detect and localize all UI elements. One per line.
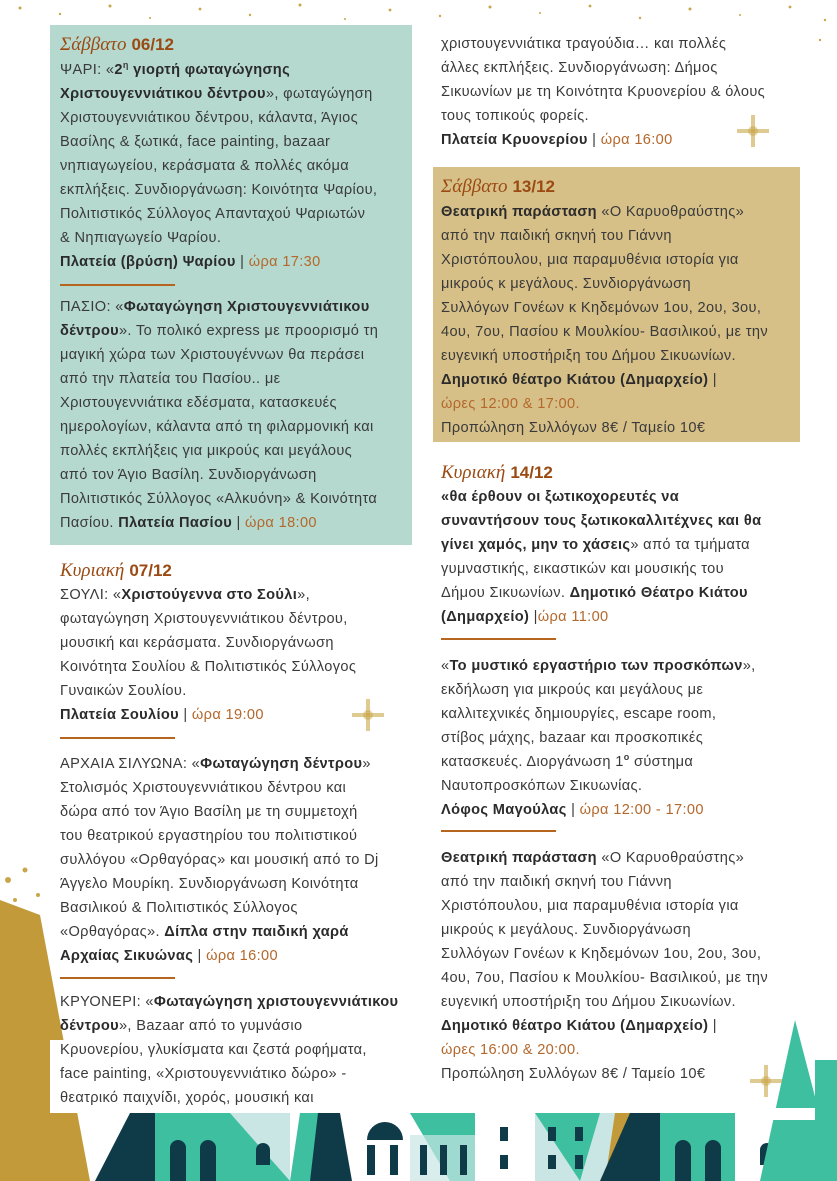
text-line bbox=[441, 557, 761, 581]
text-line bbox=[441, 1014, 768, 1038]
text-line bbox=[60, 511, 378, 535]
text: Στολισμός Χριστουγεννιάτικου δέντρου και bbox=[60, 780, 347, 796]
text: από την παιδική σκηνή του Γιάννη bbox=[441, 228, 672, 244]
text-line bbox=[441, 56, 765, 80]
text: | bbox=[529, 609, 538, 625]
text-line bbox=[60, 391, 378, 415]
text-line bbox=[441, 224, 768, 248]
event-theatre-14 bbox=[441, 846, 768, 1086]
text: ΣΟΥΛΙ: « bbox=[60, 587, 122, 603]
text: μικρούς κ μεγάλους. Συνδιοργάνωση bbox=[441, 922, 691, 938]
text-line bbox=[60, 1038, 398, 1062]
text-line bbox=[441, 32, 765, 56]
superscript: ο bbox=[623, 752, 630, 763]
text: φωταγώγηση Χριστουγεννιάτικου δέντρου, bbox=[60, 611, 348, 627]
text: », Bazaar από το γυμνάσιο bbox=[118, 1018, 303, 1034]
text-line bbox=[441, 296, 768, 320]
event-archaia-sikyona bbox=[60, 752, 379, 968]
text-line bbox=[441, 678, 756, 702]
event-kryoneri bbox=[60, 990, 398, 1110]
text-line bbox=[441, 894, 768, 918]
text-line bbox=[441, 774, 756, 798]
text: μουσική και κεράσματα. Συνδιοργάνωση bbox=[60, 635, 334, 651]
bold-text: Θεατρική παράσταση bbox=[441, 850, 597, 866]
divider bbox=[60, 737, 175, 739]
text: ΑΡΧΑΙΑ ΣΙΛΥΩΝΑ: « bbox=[60, 756, 201, 772]
text: ΨΑΡΙ: « bbox=[60, 62, 115, 78]
text-line bbox=[60, 607, 356, 631]
text-line bbox=[60, 703, 356, 727]
bold-text: γίνει χαμός, μην το χάσεις bbox=[441, 537, 631, 553]
text-line bbox=[60, 367, 378, 391]
day-heading-sat-13 bbox=[441, 175, 555, 200]
text-line bbox=[60, 130, 377, 154]
bold-text: Δημοτικό θέατρο Κιάτου (Δημαρχείο) bbox=[441, 372, 709, 388]
text: Συλλόγων Γονέων κ Κηδεμόνων 1ου, 2ου, 3ου, bbox=[441, 946, 762, 962]
bold-text: Φωταγώγηση δέντρου bbox=[200, 756, 363, 772]
text: Χριστόπουλου, μια παραμυθένια ιστορία για bbox=[441, 252, 739, 268]
superscript: η bbox=[122, 60, 129, 71]
text: | bbox=[232, 515, 246, 531]
text-line bbox=[60, 82, 377, 106]
event-pasio bbox=[60, 295, 378, 535]
text-line bbox=[441, 605, 761, 629]
text: | bbox=[178, 707, 192, 723]
bold-text: Πλατεία Σουλίου bbox=[60, 707, 179, 723]
divider bbox=[441, 638, 556, 640]
time-text: ώρα 18:00 bbox=[245, 515, 317, 531]
day-date: 06/12 bbox=[131, 35, 175, 54]
time-text: ώρες 16:00 & 20:00. bbox=[441, 1042, 580, 1058]
bold-text: Λόφος Μαγούλας bbox=[441, 802, 567, 818]
divider bbox=[60, 284, 175, 286]
text-line bbox=[60, 226, 377, 250]
text: γυμναστικής, εικαστικών και μουσικής του bbox=[441, 561, 724, 577]
event-scouts-14 bbox=[441, 654, 756, 822]
text-line bbox=[441, 392, 768, 416]
text: » από τα τμήματα bbox=[630, 537, 750, 553]
text: «Ορθαγόρας». bbox=[60, 924, 165, 940]
bold-text: δέντρου bbox=[60, 1018, 119, 1034]
bold-text: Δίπλα στην παιδική χαρά bbox=[164, 924, 349, 940]
text: face painting, «Χριστουγεννιάτικο δώρο» - bbox=[60, 1066, 347, 1082]
text-line bbox=[60, 655, 356, 679]
day-date: 14/12 bbox=[510, 463, 553, 482]
text-line bbox=[441, 416, 768, 440]
bold-text: Δημοτικό θέατρο Κιάτου (Δημαρχείο) bbox=[441, 1018, 709, 1034]
text: καλλιτεχνικές δημιουργίες, escape room, bbox=[441, 706, 717, 722]
text-line bbox=[441, 128, 765, 152]
text: ευγενική υποστήριξη του Δήμου Σικυωνίων. bbox=[441, 994, 736, 1010]
text: 4ου, 7ου, Πασίου κ Μουλκίου- Βασιλικού, με την bbox=[441, 970, 769, 986]
text-line bbox=[441, 990, 768, 1014]
text: & Νηπιαγωγείο Ψαρίου. bbox=[60, 230, 222, 246]
text-line bbox=[60, 631, 356, 655]
text: « bbox=[441, 658, 450, 674]
text: | bbox=[708, 1018, 717, 1034]
day-heading-sun-07 bbox=[60, 559, 172, 584]
bold-text: Πλατεία (βρύση) Ψαρίου bbox=[60, 254, 236, 270]
text: τους τοπικούς φορείς. bbox=[441, 108, 589, 124]
text: μικρούς κ μεγάλους. Συνδιοργάνωση bbox=[441, 276, 691, 292]
text: Συλλόγων Γονέων κ Κηδεμόνων 1ου, 2ου, 3ου, bbox=[441, 300, 762, 316]
event-theatre-13 bbox=[441, 200, 768, 440]
bold-text: δέντρου bbox=[60, 323, 119, 339]
text-line bbox=[60, 202, 377, 226]
time-text: ώρα 16:00 bbox=[600, 132, 673, 148]
text-line bbox=[60, 944, 379, 968]
time-text: ώρα 12:00 - 17:00 bbox=[579, 802, 704, 818]
text: » bbox=[362, 756, 371, 772]
bold-text: Θεατρική παράσταση bbox=[441, 204, 597, 220]
text-line bbox=[60, 679, 356, 703]
text-line bbox=[60, 319, 378, 343]
text: εκπλήξεις. Συνδιοργάνωση: Κοινότητα Ψαρίου, bbox=[60, 182, 378, 198]
text-line bbox=[60, 487, 378, 511]
text: | bbox=[566, 802, 580, 818]
text: Σικυωνίων με τη Κοινότητα Κρυονερίου & όλους bbox=[441, 84, 766, 100]
text: », bbox=[742, 658, 756, 674]
text: από τον Άγιο Βασίλη. Συνδιοργάνωση bbox=[60, 467, 317, 483]
text: στίβος μάχης, bazaar και προσκοπικές bbox=[441, 730, 704, 746]
bold-text: συναντήσουν τους ξωτικοκαλλιτέχνες και θα bbox=[441, 513, 762, 529]
text-line bbox=[60, 1086, 398, 1110]
text-line bbox=[60, 415, 378, 439]
text-line bbox=[60, 343, 378, 367]
text: », φωταγώγηση bbox=[265, 86, 373, 102]
bold-text: (Δημαρχείο) bbox=[441, 609, 530, 625]
bold-text: Πλατεία Πασίου bbox=[118, 515, 233, 531]
text-line bbox=[441, 798, 756, 822]
text-line bbox=[441, 1038, 768, 1062]
text: πολλές εκπλήξεις για μικρούς και μεγάλους bbox=[60, 443, 353, 459]
text: χριστουγεννιάτικα τραγούδια… και πολλές bbox=[441, 36, 727, 52]
bold-text: Δημοτικό Θέατρο Κιάτου bbox=[569, 585, 748, 601]
text: μαγική χώρα των Χριστουγέννων θα περάσει bbox=[60, 347, 365, 363]
time-text: ώρα 16:00 bbox=[206, 948, 278, 964]
text: ευγενική υποστήριξη του Δήμου Σικυωνίων. bbox=[441, 348, 736, 364]
text: δώρα από τον Άγιο Βασίλη με τη συμμετοχή bbox=[60, 804, 358, 820]
bold-text: γιορτή φωταγώγησης bbox=[128, 62, 291, 78]
text: Χριστουγεννιάτικου δέντρου, κάλαντα, Άγιος bbox=[60, 110, 359, 126]
text-line bbox=[60, 583, 356, 607]
text: Κοινότητα Σουλίου & Πολιτιστικός Σύλλογος bbox=[60, 659, 357, 675]
text: », bbox=[297, 587, 310, 603]
time-text: ώρα 19:00 bbox=[191, 707, 264, 723]
text-line bbox=[441, 702, 756, 726]
divider bbox=[60, 977, 175, 979]
text: θεατρικό παιχνίδι, χορός, μουσική και bbox=[60, 1090, 314, 1106]
text: Κρυονερίου, γλυκίσματα και ζεστά ροφήματα, bbox=[60, 1042, 367, 1058]
text-line bbox=[60, 1014, 398, 1038]
text: Πολιτιστικός Σύλλογος «Αλκυόνη» & Κοινότητα bbox=[60, 491, 378, 507]
text-line bbox=[441, 248, 768, 272]
bold-text: Φωταγώγηση χριστουγεννιάτικου bbox=[153, 994, 399, 1010]
text-line bbox=[441, 654, 756, 678]
text-line bbox=[441, 1062, 768, 1086]
event-elves-14 bbox=[441, 485, 761, 629]
text: «Ο Καρυοθραύστης» bbox=[596, 204, 745, 220]
divider bbox=[441, 830, 556, 832]
event-kryoneri-continued bbox=[441, 32, 765, 152]
text-line bbox=[60, 920, 379, 944]
text: νηπιαγωγείου, κεράσματα & πολλές ακόμα bbox=[60, 158, 350, 174]
day-heading-sun-14 bbox=[441, 461, 553, 486]
bold-text: Χριστουγεννιάτικου δέντρου bbox=[60, 86, 266, 102]
text-line bbox=[441, 870, 768, 894]
event-souli bbox=[60, 583, 356, 727]
text-line bbox=[441, 104, 765, 128]
day-date: 13/12 bbox=[512, 177, 556, 196]
day-heading-sat-06 bbox=[60, 33, 174, 58]
text-line bbox=[60, 776, 379, 800]
text: Βασίλης & ξωτικά, face painting, bazaar bbox=[60, 134, 331, 150]
time-text: ώρα 17:30 bbox=[248, 254, 321, 270]
text-line bbox=[441, 272, 768, 296]
text: ΚΡΥΟΝΕΡΙ: « bbox=[60, 994, 154, 1010]
text-line bbox=[441, 320, 768, 344]
text: εκδήλωση για μικρούς και μεγάλους με bbox=[441, 682, 704, 698]
day-date: 07/12 bbox=[129, 561, 172, 580]
text: «Ο Καρυοθραύστης» bbox=[596, 850, 745, 866]
bold-text: Αρχαίας Σικυώνας bbox=[60, 948, 194, 964]
text-line bbox=[441, 80, 765, 104]
day-name: Σάββατο bbox=[60, 34, 127, 55]
text-line bbox=[441, 344, 768, 368]
text-line bbox=[60, 824, 379, 848]
text-line bbox=[441, 485, 761, 509]
bold-text: Το μυστικό εργαστήριο των προσκόπων bbox=[449, 658, 743, 674]
bold-text: Πλατεία Κρυονερίου bbox=[441, 132, 588, 148]
bold-text: «θα έρθουν οι ξωτικοχορευτές να bbox=[441, 489, 680, 505]
text: ΠΑΣΙΟ: « bbox=[60, 299, 124, 315]
text-line bbox=[60, 848, 379, 872]
text: από την πλατεία του Πασίου.. με bbox=[60, 371, 281, 387]
bold-text: Φωταγώγηση Χριστουγεννιάτικου bbox=[123, 299, 370, 315]
text: | bbox=[708, 372, 717, 388]
text: Ναυτοπροσκόπων Σικυωνίας. bbox=[441, 778, 643, 794]
text: Πασίου. bbox=[60, 515, 119, 531]
text: Προπώληση Συλλόγων 8€ / Ταμείο 10€ bbox=[441, 420, 706, 436]
text-line bbox=[60, 106, 377, 130]
text: Βασιλικού & Πολιτιστικός Σύλλογος bbox=[60, 900, 298, 916]
text: συλλόγου «Ορθαγόρας» και μουσική από το Dj bbox=[60, 852, 379, 868]
text: | bbox=[235, 254, 249, 270]
time-text: ώρες 12:00 & 17:00. bbox=[441, 396, 580, 412]
text-line bbox=[441, 200, 768, 224]
text-line bbox=[441, 750, 756, 774]
day-name: Σάββατο bbox=[441, 176, 508, 197]
text-line bbox=[60, 800, 379, 824]
text: Προπώληση Συλλόγων 8€ / Ταμείο 10€ bbox=[441, 1066, 706, 1082]
text-line bbox=[60, 990, 398, 1014]
text: Γυναικών Σουλίου. bbox=[60, 683, 187, 699]
text-line bbox=[60, 58, 377, 82]
text: Δήμου Σικυωνίων. bbox=[441, 585, 570, 601]
text-line bbox=[441, 966, 768, 990]
text: Χριστόπουλου, μια παραμυθένια ιστορία για bbox=[441, 898, 739, 914]
text-line bbox=[441, 726, 756, 750]
text-line bbox=[60, 463, 378, 487]
text-line bbox=[441, 509, 761, 533]
text-line bbox=[60, 752, 379, 776]
event-psari bbox=[60, 58, 377, 274]
text: Άγγελο Μουρίκη. Συνδιοργάνωση Κοινότητα bbox=[60, 876, 359, 892]
day-name: Κυριακή bbox=[60, 560, 125, 581]
text-line bbox=[60, 250, 377, 274]
text-line bbox=[60, 896, 379, 920]
text-line bbox=[441, 942, 768, 966]
text: ημερολογίων, κάλαντα από τη φιλαρμονική και bbox=[60, 419, 374, 435]
text-line bbox=[60, 154, 377, 178]
day-name: Κυριακή bbox=[441, 462, 506, 483]
text: κατασκευές. Διοργάνωση 1 bbox=[441, 754, 624, 770]
text-line bbox=[60, 178, 377, 202]
text: ». Το πολικό express με προορισμό τη bbox=[118, 323, 379, 339]
text: | bbox=[193, 948, 207, 964]
text: Χριστουγεννιάτικα εδέσματα, κατασκευές bbox=[60, 395, 337, 411]
text-line bbox=[441, 581, 761, 605]
text: από την παιδική σκηνή του Γιάννη bbox=[441, 874, 672, 890]
text-line bbox=[60, 295, 378, 319]
text: Πολιτιστικός Σύλλογος Απανταχού Ψαριωτών bbox=[60, 206, 366, 222]
text: | bbox=[587, 132, 601, 148]
text-line bbox=[60, 1062, 398, 1086]
text-line bbox=[441, 368, 768, 392]
bold-text: Χριστούγεννα στο Σούλι bbox=[121, 587, 298, 603]
time-text: ώρα 11:00 bbox=[537, 609, 609, 625]
text-line bbox=[441, 846, 768, 870]
text-line bbox=[441, 533, 761, 557]
text: σύστημα bbox=[629, 754, 694, 770]
text-line bbox=[60, 872, 379, 896]
text: άλλες εκπλήξεις. Συνδιοργάνωση: Δήμος bbox=[441, 60, 718, 76]
text: του θεατρικού εργαστηρίου του πολιτιστικού bbox=[60, 828, 358, 844]
text: 4ου, 7ου, Πασίου κ Μουλκίου- Βασιλικού, με την bbox=[441, 324, 769, 340]
text-line bbox=[441, 918, 768, 942]
bold-text: 2 bbox=[114, 62, 123, 78]
text-line bbox=[60, 439, 378, 463]
